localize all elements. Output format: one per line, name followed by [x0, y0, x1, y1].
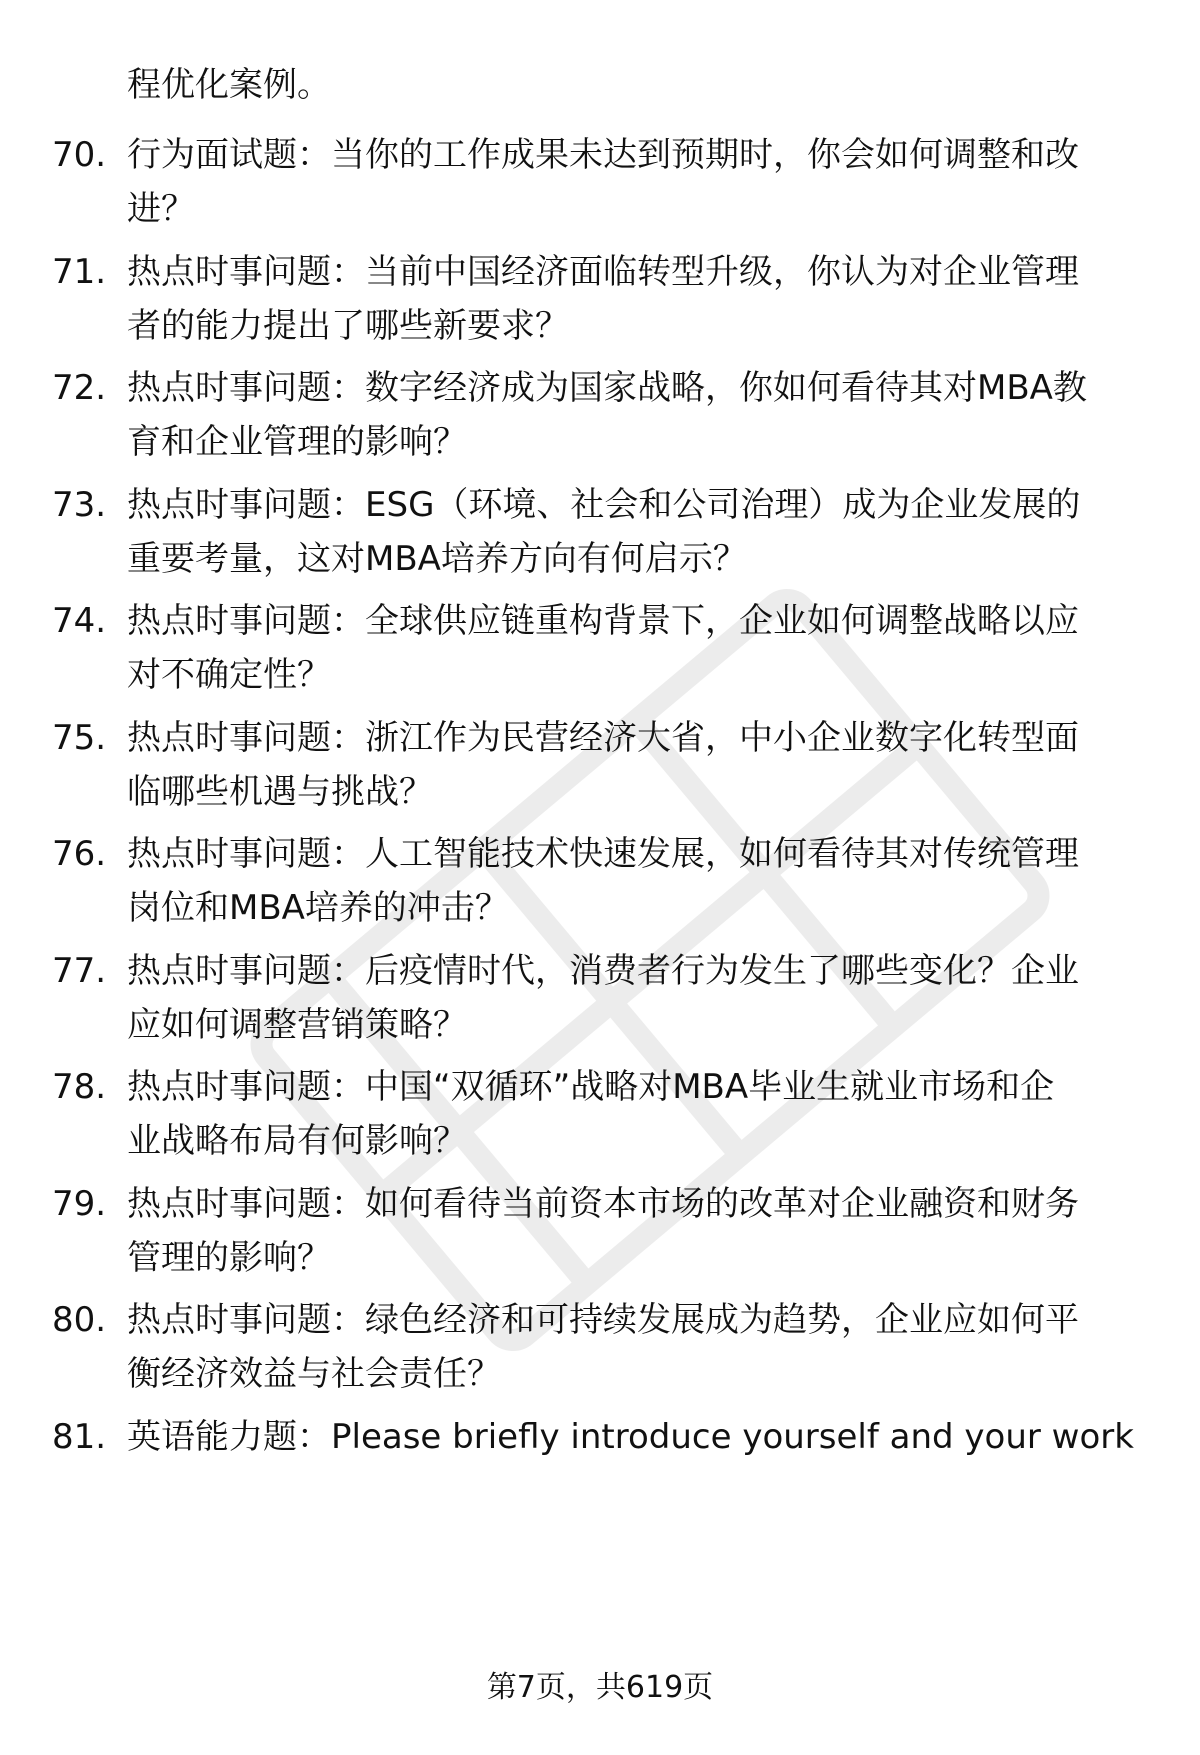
- question-text-line: 热点时事问题：当前中国经济面临转型升级，你认为对企业管理: [127, 251, 1079, 292]
- question-text-line: 热点时事问题：全球供应链重构背景下，企业如何调整战略以应: [127, 601, 1079, 641]
- question-text: [127, 245, 1177, 353]
- question-number: 81.: [52, 1416, 107, 1457]
- question-text: [127, 1177, 1177, 1285]
- question-text: [127, 361, 1177, 469]
- question-number: 75.: [52, 717, 107, 758]
- question-text: [127, 944, 1177, 1052]
- question-text-line: 热点时事问题：浙江作为民营经济大省，中小企业数字化转型面: [127, 717, 1079, 758]
- question-text-line: 育和企业管理的影响？: [127, 422, 467, 462]
- question-text-line: 业战略布局有何影响？: [127, 1121, 467, 1161]
- question-text: [127, 128, 1177, 236]
- question-text: [127, 711, 1177, 819]
- question-text-line: 岗位和MBA培养的冲击？: [127, 888, 509, 928]
- question-text-line: 热点时事问题：后疫情时代，消费者行为发生了哪些变化？企业: [127, 950, 1079, 991]
- question-text: [127, 478, 1177, 586]
- question-number: 74.: [52, 601, 107, 641]
- question-number: 76.: [52, 834, 107, 874]
- question-text-line: 行为面试题：当你的工作成果未达到预期时，你会如何调整和改: [127, 135, 1079, 175]
- question-text-line: 热点时事问题：ESG（环境、社会和公司治理）成为企业发展的: [127, 484, 1081, 525]
- question-text-line: 对不确定性？: [127, 655, 331, 695]
- question-text-line: 衡经济效益与社会责任？: [127, 1354, 501, 1394]
- question-number: 80.: [52, 1300, 107, 1340]
- question-text-line: 热点时事问题：绿色经济和可持续发展成为趋势，企业应如何平: [127, 1300, 1079, 1340]
- question-number: 73.: [52, 484, 107, 525]
- question-number: 70.: [52, 135, 107, 175]
- question-text: [127, 1410, 1177, 1464]
- continuation-text: 程优化案例。: [127, 65, 331, 105]
- question-number: 77.: [52, 950, 107, 991]
- question-number: 72.: [52, 368, 107, 408]
- question-text-line: 管理的影响？: [127, 1237, 331, 1278]
- question-text-line: 热点时事问题：数字经济成为国家战略，你如何看待其对MBA教: [127, 368, 1087, 408]
- question-text: [127, 827, 1177, 935]
- question-text-line: 临哪些机遇与挑战？: [127, 771, 433, 812]
- question-text-line: 应如何调整营销策略？: [127, 1004, 467, 1045]
- question-text-line: 者的能力提出了哪些新要求？: [127, 305, 569, 346]
- question-text-line: 重要考量，这对MBA培养方向有何启示？: [127, 538, 747, 579]
- question-text-line: 热点时事问题：中国“双循环”战略对MBA毕业生就业市场和企: [127, 1067, 1055, 1107]
- question-text-line: 热点时事问题：如何看待当前资本市场的改革对企业融资和财务: [127, 1183, 1079, 1224]
- question-text: [127, 594, 1177, 702]
- question-text-line: 热点时事问题：人工智能技术快速发展，如何看待其对传统管理: [127, 834, 1079, 874]
- page-footer: 第7页，共619页: [486, 1670, 714, 1705]
- question-text: [127, 1060, 1177, 1168]
- question-number: 78.: [52, 1067, 107, 1107]
- question-text-line: 进？: [127, 189, 195, 229]
- question-number: 71.: [52, 251, 107, 292]
- question-text: [127, 1293, 1177, 1401]
- question-text-line: 英语能力题：Please briefly introduce yourself and your work: [127, 1416, 1134, 1457]
- question-number: 79.: [52, 1183, 107, 1224]
